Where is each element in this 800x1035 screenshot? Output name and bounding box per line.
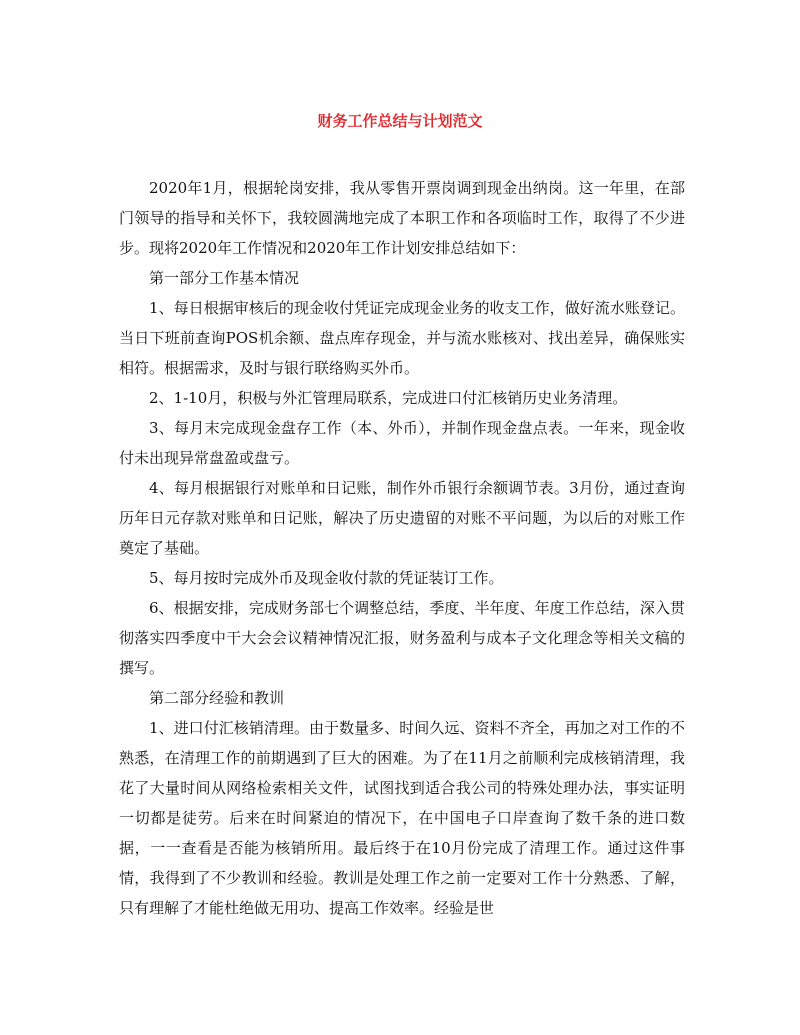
paragraph-item-5: 5、每月按时完成外币及现金收付款的凭证装订工作。 — [149, 569, 504, 587]
paragraph-item-4: 4、每月根据银行对账单和日记账，制作外币银行余额调节表。3月份，通过查询历年日元存款对账单和日记账，解决了历史遗留的对账不平问题，为以后的对账工作奠定了基础。 — [119, 479, 685, 557]
document-body — [119, 173, 685, 923]
paragraph-item-3: 3、每月末完成现金盘存工作（本、外币），并制作现金盘点表。一年来，现金收付未出现异常盘盈或盘亏。 — [119, 419, 685, 467]
section-heading-2: 第二部分经验和教训 — [149, 689, 285, 707]
document-title: 财务工作总结与计划范文 — [317, 112, 483, 130]
paragraph-lesson-1: 1、进口付汇核销清理。由于数量多、时间久远、资料不齐全，再加之对工作的不熟悉，在清理工作的前期遇到了巨大的困难。为了在11月之前顺利完成核销清理，我花了大量时间从网络检索相关文件，试图找到适合我公司的特殊处理办法，事实证明一切都是徒劳。后来在时间紧迫的情况下，在中国电子口岸查询了数千条的进口数据，一一查看是否能为核销所用。最后终于在10月份完成了清理工作。通过这件事情，我得到了不少教训和经验。教训是处理工作之前一定要对工作十分熟悉、了解，只有理解了才能杜绝做无用功、提高工作效率。经验是世 — [119, 719, 685, 917]
paragraph-item-6: 6、根据安排，完成财务部七个调整总结，季度、半年度、年度工作总结，深入贯彻落实四季度中干大会会议精神情况汇报，财务盈利与成本子文化理念等相关文稿的撰写。 — [119, 599, 685, 677]
paragraph-item-2: 2、1-10月，积极与外汇管理局联系，完成进口付汇核销历史业务清理。 — [149, 389, 628, 407]
paragraph-item-1: 1、每日根据审核后的现金收付凭证完成现金业务的收支工作，做好流水账登记。当日下班前查询POS机余额、盘点库存现金，并与流水账核对、找出差异，确保账实相符。根据需求，及时与银行联络购买外币。 — [119, 299, 685, 377]
paragraph-intro: 2020年1月，根据轮岗安排，我从零售开票岗调到现金出纳岗。这一年里，在部门领导的指导和关怀下，我较圆满地完成了本职工作和各项临时工作，取得了不少进步。现将2020年工作情况和2020年工作计划安排总结如下： — [119, 179, 685, 257]
section-heading-1: 第一部分工作基本情况 — [149, 269, 300, 287]
